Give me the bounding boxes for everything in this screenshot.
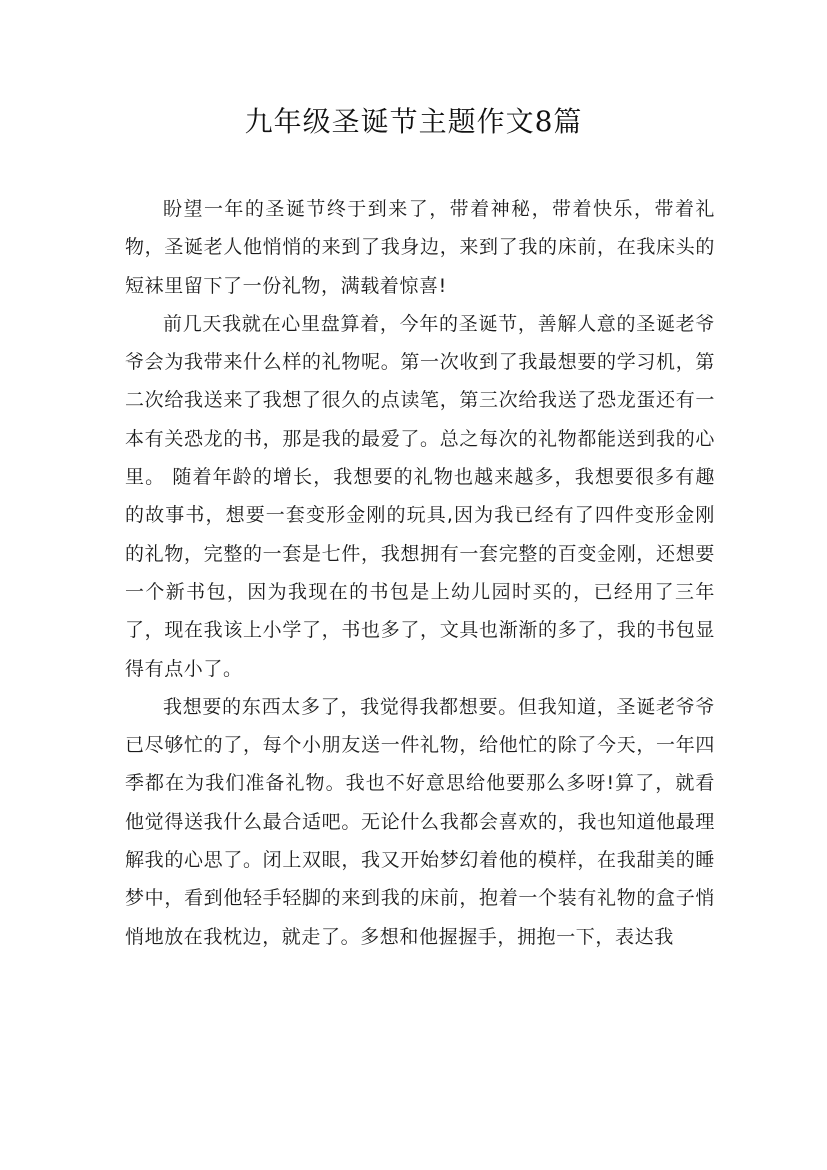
paragraph-2: 前几天我就在心里盘算着，今年的圣诞节，善解人意的圣诞老爷爷会为我带来什么样的礼物呢。第一次收到了我最想要的学习机，第二次给我送来了我想了很久的点读笔，第三次给我送了恐龙蛋还有一本有关恐龙的书，那是我的最爱了。总之每次的礼物都能送到我的心里。 随着年龄的增长，我想要的礼物也越来越多，我想要很多有趣的故事书，想要一套变形金刚的玩具,因为我已经有了四件变形金刚的礼物，完整的一套是七件，我想拥有一套完整的百变金刚，还想要一个新书包，因为我现在的书包是上幼儿园时买的，已经用了三年了，现在我该上小学了，书也多了，文具也渐渐的多了，我的书包显得有点小了。 xyxy=(125,312,715,680)
document-body xyxy=(125,190,715,956)
paragraph-1: 盼望一年的圣诞节终于到来了，带着神秘，带着快乐，带着礼物，圣诞老人他悄悄的来到了我身边，来到了我的床前，在我床头的短袜里留下了一份礼物，满载着惊喜! xyxy=(125,198,715,297)
paragraph-3: 我想要的东西太多了，我觉得我都想要。但我知道，圣诞老爷爷已尽够忙的了，每个小朋友送一件礼物，给他忙的除了今天，一年四季都在为我们准备礼物。我也不好意思给他要那么多呀!算了，就看他觉得送我什么最合适吧。无论什么我都会喜欢的，我也知道他最理解我的心思了。闭上双眼，我又开始梦幻着他的模样，在我甜美的睡梦中，看到他轻手轻脚的来到我的床前，抱着一个装有礼物的盒子悄悄地放在我枕边，就走了。多想和他握握手，拥抱一下，表达我 xyxy=(125,695,715,948)
document-title: 九年级圣诞节主题作文8篇 xyxy=(244,105,583,138)
